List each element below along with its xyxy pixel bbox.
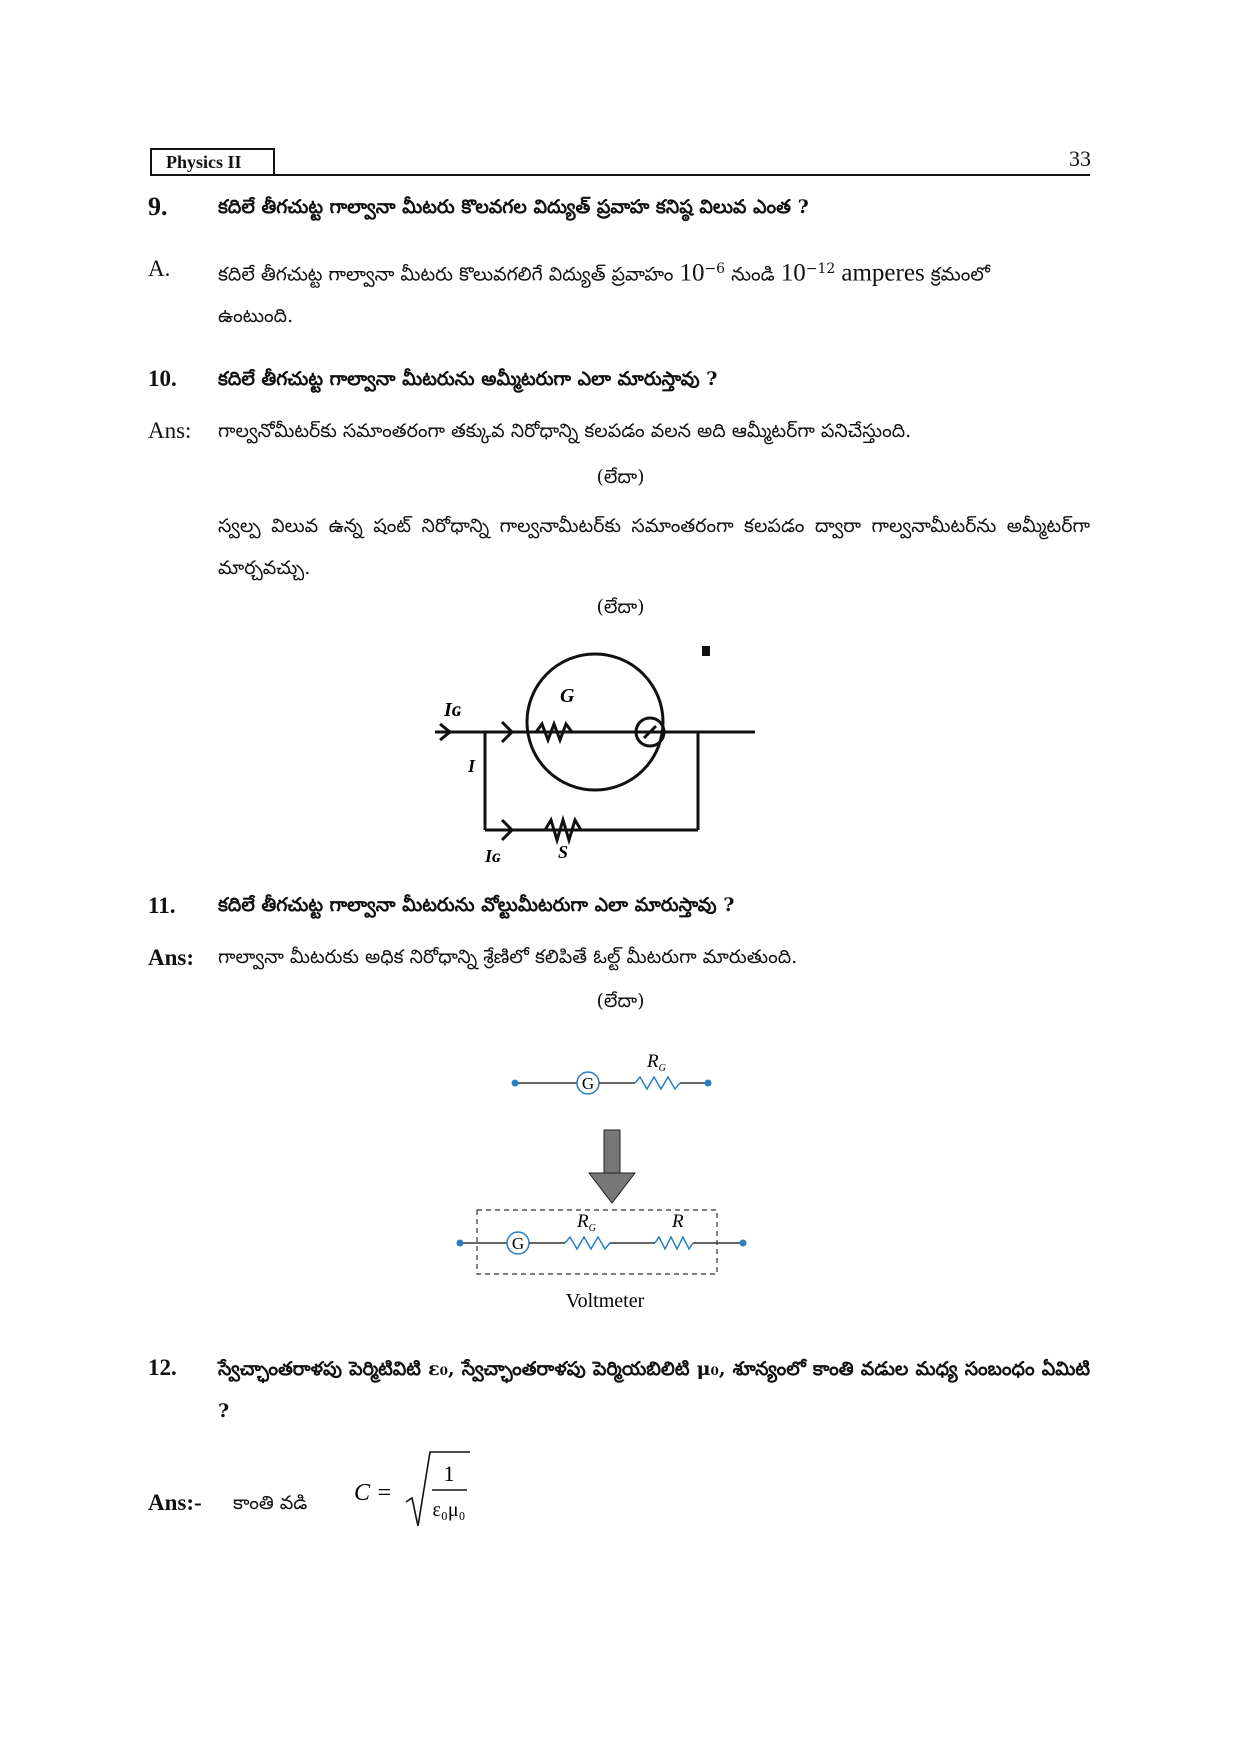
galvanometer-top-circuit xyxy=(512,1051,712,1094)
q10-number: 10. xyxy=(148,366,177,391)
q9-unit: amperes xyxy=(841,259,925,287)
voltmeter-caption: Voltmeter xyxy=(565,1290,645,1312)
q11-question: కదిలే తీగచుట్ట గాల్వానా మీటరును వోల్టుమీటరుగా ఎలా మారుస్తావు ? xyxy=(218,894,735,916)
q9-exp1: −6 xyxy=(704,261,726,277)
q9-answer-line2: ఉంటుంది. xyxy=(218,305,294,328)
scan-mark xyxy=(702,646,710,656)
q12-number: 12. xyxy=(148,1355,177,1380)
galvanometer-casing xyxy=(527,654,663,790)
q12-question: స్వేచ్ఛాంతరాళపు పెర్మిటివిటి ε₀, స్వేచ్ఛాంతరాళపు పెర్మియబిలిటి μ₀, శూన్యంలో కాంతి వడుల మధ్య సంబంధం ఏమిటి ? xyxy=(218,1358,1090,1422)
q9-answer-label: A. xyxy=(148,256,171,281)
q9-question: కదిలే తీగచుట్ట గాల్వానా మీటరు కొలవగల విద్యుత్ ప్రవాహ కనిష్ఠ విలువ ఎంత ? xyxy=(218,196,809,218)
q12-answer-label: Ans:- xyxy=(148,1490,202,1515)
formula-denominator: ε₀μ₀ xyxy=(432,1499,466,1521)
q9-base2: 10 xyxy=(780,259,806,287)
label-ig-in: Iɢ xyxy=(444,699,462,721)
r-label: R xyxy=(672,1211,684,1232)
formula-numerator: 1 xyxy=(443,1461,455,1486)
rg-bottom: $R_G$ xyxy=(577,1211,596,1234)
down-arrow xyxy=(589,1130,635,1203)
header-rule xyxy=(274,174,1090,176)
speed-of-light-formula xyxy=(352,1440,492,1540)
q12-answer-text: కాంతి వడి xyxy=(233,1492,308,1514)
header-subject: Physics II xyxy=(150,148,275,176)
q9-answer-mid: నుండి xyxy=(731,263,775,286)
q11-number: 11. xyxy=(148,893,176,918)
g-bottom: G xyxy=(511,1234,525,1253)
q9-number: 9. xyxy=(148,192,168,221)
q10-question: కదిలే తీగచుట్ట గాల్వానా మీటరును అమ్మీటరుగా ఎలా మారుస్తావు ? xyxy=(218,368,718,390)
q10-answer-label: Ans: xyxy=(148,418,192,443)
label-ig-out: Iɢ xyxy=(485,846,502,866)
q10-or-2: (లేదా) xyxy=(596,596,645,618)
page-number: 33 xyxy=(1069,146,1091,171)
voltmeter-diagram xyxy=(455,1045,795,1320)
q11-answer-label: Ans: xyxy=(148,945,195,970)
q9-answer-part2: క్రమంలో xyxy=(930,263,990,286)
q9-exp2: −12 xyxy=(805,261,836,277)
q11-answer: గాల్వానా మీటరుకు అధిక నిరోధాన్ని శ్రేణిలో కలిపితే ఓల్ట్ మీటరుగా మారుతుంది. xyxy=(218,946,798,968)
g-top: G xyxy=(581,1074,595,1093)
label-i: I xyxy=(468,756,476,776)
label-s: S xyxy=(558,842,569,862)
q10-answer: గాల్వనోమీటర్‌కు సమాంతరంగా తక్కువ నిరోధాన్ని కలపడం వలన అది ఆమ్మీటర్‌గా పనిచేస్తుంది. xyxy=(218,420,912,442)
voltmeter-circuit xyxy=(457,1210,747,1312)
ammeter-diagram xyxy=(430,640,770,875)
q9-answer xyxy=(218,248,1090,337)
formula-lhs: C = xyxy=(354,1480,393,1506)
rg-top: $R_G$ xyxy=(647,1051,666,1074)
q10-answer-alt: స్వల్ప విలువ ఉన్న షంట్ నిరోధాన్ని గాల్వనామీటర్‌కు సమాంతరంగా కలపడం ద్వారా గాల్వనామీటర్‌ను అమ్మీటర్‌గా మార్చవచ్చు. xyxy=(218,515,1090,579)
q9-base1: 10 xyxy=(679,259,705,287)
q11-or-1: (లేదా) xyxy=(596,990,645,1012)
q10-or-1: (లేదా) xyxy=(596,466,645,488)
q9-answer-part1: కదిలే తీగచుట్ట గాల్వానా మీటరు కొలువగలిగే విద్యుత్ ప్రవాహం xyxy=(218,263,674,286)
label-g: G xyxy=(560,685,575,707)
